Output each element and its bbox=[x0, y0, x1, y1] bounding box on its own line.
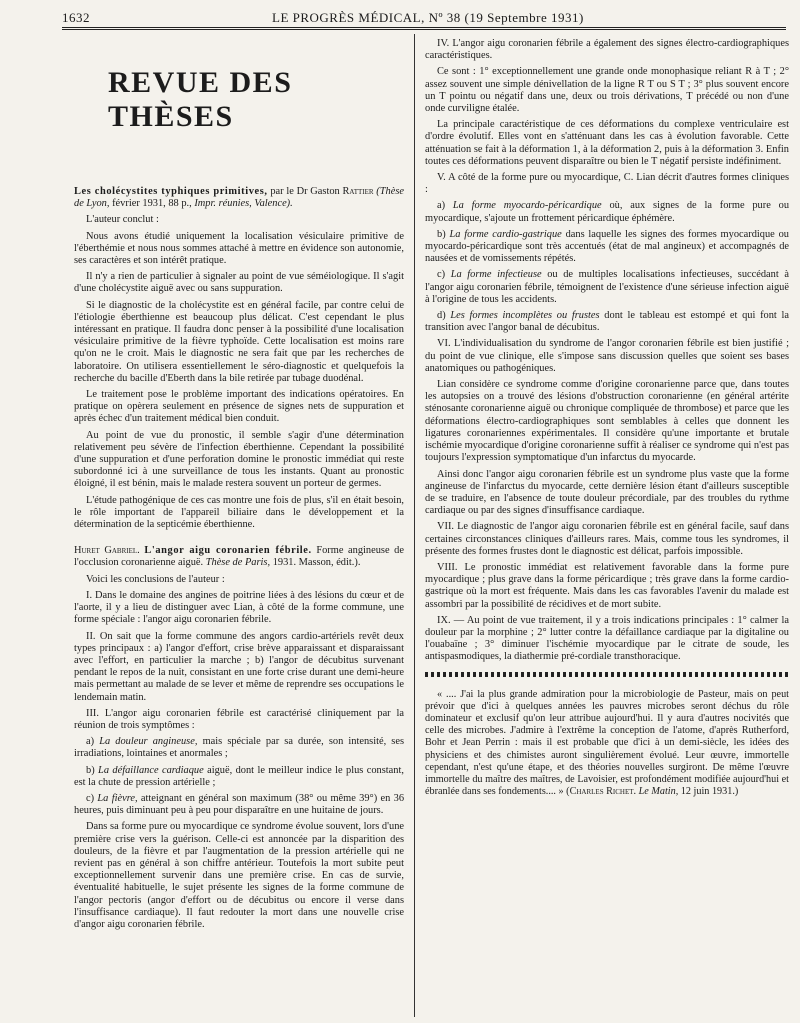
form-c-text: ou de multiples localisations infectieuses, succédant à l'angor aigu coronarien fébrile, témoignent de l'existence d'une sérieuse infection aiguë à l'origine de tous les accidents. bbox=[425, 269, 789, 305]
paragraph-v: V. A côté de la forme pure ou myocardique, C. Lian décrit d'autres formes cliniques : bbox=[425, 172, 789, 196]
entry1-paragraph: Le traitement pose le problème important des indications opératoires. En pratique on opèrera seulement en présence de signes nets de suppuration et après échec d'un traitement médical bien conduit. bbox=[74, 389, 404, 425]
symptom-c-label: La fièvre, bbox=[97, 792, 138, 804]
entry2-title: L'angor aigu coronarien fébrile. bbox=[144, 545, 312, 557]
entry2-paragraph: II. On sait que la forme commune des angors cardio-artériels revêt deux types principaux : a) l'angor d'effort, crise brève apparaissant et disparaissant avec l'effort, en particulier la marche ; b) l'angor de décubitus survenant pendant le repos de la nuit, consistant en une forte crise durant une demi-heure mais permettant au malade de se lever et même de reprendre ses occupations le lendemain matin. bbox=[74, 630, 404, 703]
symptom-b-text: aiguë, dont le meilleur indice le plus constant, est la chute de pression artérielle ; bbox=[74, 764, 404, 788]
form-d-text: dont le tableau est estompé et qui font la transition avec l'angor banal de décubitus. bbox=[425, 310, 789, 334]
paragraph-iv-3: La principale caractéristique de ces déformations du complexe ventriculaire est d'ordre évolutif. Elles vont en s'atténuant dans les cas à évolution favorable. Cette atténuation se fait à la déformation 1, à la déformation 2, puis à la déformation 3. Enfin toutes ces déformations peuvent disparaître ou bien le T négatif persiste indéfiniment. bbox=[425, 119, 789, 167]
form-b-label: La forme cardio-gastrique bbox=[449, 228, 562, 240]
symptom-b-label: La défaillance cardiaque bbox=[98, 764, 204, 776]
ornamental-rule bbox=[425, 672, 789, 677]
right-column bbox=[425, 38, 789, 1018]
entry2-pub2: 1931. Masson, édit.). bbox=[272, 557, 361, 569]
form-d: d) Les formes incomplètes ou frustes dont le tableau est estompé et qui font la transition avec l'angor banal de décubitus. bbox=[425, 310, 789, 334]
quote-source: Le Matin, bbox=[638, 786, 679, 798]
paragraph-vi-3: Ainsi donc l'angor aigu coronarien fébrile est un syndrome plus vaste que la forme angineuse de l'infarctus du myocarde, cette dernière lésion étant d'ailleurs susceptible de se traduire, en l'absence de toute douleur précordiale, par des troubles du rythme cardiaque ou par des signes d'insuffisance cardiaque. bbox=[425, 468, 789, 517]
running-header bbox=[62, 6, 786, 28]
symptom-a-label: La douleur angineuse, bbox=[99, 736, 198, 748]
form-a-text: où, aux signes de la forme pure ou myocardique, s'ajoute un frottement péricardique éphémère. bbox=[425, 200, 789, 224]
entry1-citation bbox=[74, 186, 404, 210]
entry1-paragraph: L'étude pathogénique de ces cas montre une fois de plus, s'il en était besoin, le rôle important de l'appareil biliaire dans le développement et la détermination de la septicémie éberthienne. bbox=[74, 494, 404, 531]
form-a-label: La forme myocardo-péricardique bbox=[452, 200, 602, 212]
header-rule-2 bbox=[62, 29, 786, 30]
entry1-title: Les cholécystites typhiques primitives, bbox=[74, 186, 268, 197]
page-number: 1632 bbox=[62, 10, 90, 25]
paragraph-viii: VIII. Le pronostic immédiat est relativement favorable dans la forme pure myocardique ; plus grave dans la forme péricardique ; très grave dans la forme cardio-gastrique où la mort est fréquente. Mais dans les cas favorables l'avenir du malade est assombri par la possibilité de récidives et de mort subite. bbox=[425, 561, 789, 610]
entry2-pub: Thèse de Paris, bbox=[205, 557, 271, 569]
quote-text: « .... J'ai la plus grande admiration pour la microbiologie de Pasteur, mais on peut prévoir que d'ici à quelques années les pauvres microbes seront déchus du rôle dominateur et exclusif qu'on leur attribue aujourd'hui. Il y aura d'autres nocivités que celle des microbes. J'admire à l'extrême la conception de l'atome, d'après Rutherford, Bohr et Jean Perrin : mais il est probable que d'ici à un demi-siècle, les idées des physiciens et des chimistes auront singulièrement évolué. Leur œuvre, immortelle cependant, n'est qu'une étape, et des théories nouvelles surgiront. De même l'œuvre immortelle du maître des maîtres, de Lavoisier, est profondément modifiée aujourd'hui et ébranlée dans ses fondements.... » bbox=[425, 688, 789, 798]
paragraph-iv: IV. L'angor aigu coronarien fébrile a également des signes électro-cardiographiques caractéristiques. bbox=[425, 38, 789, 62]
entry2-closing: Dans sa forme pure ou myocardique ce syndrome évolue souvent, lors d'une première crise vers la guérison. Celle-ci est annoncée par la disparition des douleurs, de la fièvre et par l'augmentation de la pression artérielle qui ne revient pas en général à son chiffre antérieur. Toutefois la mort subite peut exceptionnellement survenir dans une première crise. En cas de survie, éventualité habituelle, le sujet présente les signes de la forme commune de l'angor pectoris (angor d'effort ou de décubitus ou encore il verse dans l'insuffisance cardiaque). Il faut redouter la mort dans une nouvelle crise d'angor aigu coronarien fébrile. bbox=[74, 821, 404, 930]
entry2-author: Huret Gabriel. bbox=[74, 545, 140, 557]
form-c-label: La forme infectieuse bbox=[450, 269, 542, 281]
entry2-citation bbox=[74, 545, 404, 569]
left-column bbox=[74, 38, 404, 1018]
paragraph-vi-2: Lian considère ce syndrome comme d'origine coronarienne parce que, dans toutes les autopsies on a trouvé des lésions d'obstruction coronarienne (en général artérite sténosante coronarienne aiguë ou chronique compliquée de thrombose) et parce que les déformations électro-cardiographiques sont semblables à celles que donnent les ligatures coronariennes expérimentales. Il considère qu'une importante et brutale ischémie myocardique d'origine coronarienne suffit à réaliser ce syndrome qui n'est pas toujours l'expression symptomatique d'un infarctus du myocarde. bbox=[425, 379, 789, 464]
entry2-desc: Forme angineuse de l'occlusion coronarienne aiguë. bbox=[74, 545, 404, 569]
paragraph-vii: VII. Le diagnostic de l'angor aigu coronarien fébrile est en général facile, sauf dans certaines circonstances cliniques d'ailleurs rares. Mais, comme tous les syndromes, il présente des formes frustes dont le diagnostic est délicat, parfois impossible. bbox=[425, 521, 789, 557]
form-b-text: dans laquelle les signes des formes myocardique ou myocardo-péricardique sont très accentués (état de mal angineux) et accompagnés de nausées et de vomissements répétés. bbox=[425, 228, 789, 265]
entry1-paragraph: L'auteur conclut : bbox=[86, 214, 159, 226]
section-title: REVUE DES THÈSES bbox=[108, 66, 293, 133]
symptom-b: b) La défaillance cardiaque aiguë, dont le meilleur indice le plus constant, est la chute de pression artérielle ; bbox=[74, 764, 404, 788]
form-d-label: Les formes incomplètes ou frustes bbox=[450, 310, 600, 322]
entry1-paragraph: Au point de vue du pronostic, il semble s'agir d'une détermination relativement peu sévère de l'infection éberthienne. Cependant la possibilité d'une suppuration et d'une perforation domine le pronostic immédiat qui reste subordonné ici à une surveillance de tous les instants. Quant au pronostic éloigné, il est bénin, mais le malade restera souvent un porteur de germes. bbox=[74, 429, 404, 490]
symptom-a: a) La douleur angineuse, mais spéciale par sa durée, son intensité, ses irradiations, lointaines et anormales ; bbox=[74, 736, 404, 760]
entry2-paragraph: III. L'angor aigu coronarien fébrile est caractérisé cliniquement par la réunion de trois symptômes : bbox=[74, 707, 404, 731]
quote-author: (Charles Richet. bbox=[566, 786, 637, 798]
form-b: b) La forme cardio-gastrique dans laquelle les signes des formes myocardique ou myocardo-péricardique sont très accentués (état de mal angineux) et accompagnés de nausées et de vomissements répétés. bbox=[425, 228, 789, 265]
entry1-pub: (Thèse de Lyon, bbox=[74, 186, 404, 210]
entry2-paragraph: I. Dans le domaine des angines de poitrine liées à des lésions du cœur et de l'aorte, il y a lieu de distinguer avec Lian, à côté de la forme commune, une forme spéciale : l'angor aigu coronarien fébrile. bbox=[74, 589, 404, 626]
column-divider bbox=[414, 34, 415, 1017]
entry1-paragraph: Nous avons étudié uniquement la localisation vésiculaire primitive de l'éberthémie et nous nous sommes attaché à mettre en évidence son autonomie, ses caractères et son intérêt pratique. bbox=[74, 230, 404, 267]
symptom-c: c) La fièvre, atteignant en général son maximum (38° ou même 39°) en 36 heures, puis diminuant peu à peu pour disparaître en une huitaine de jours. bbox=[74, 792, 404, 817]
entry1-pub3: Impr. réunies, Valence). bbox=[194, 198, 293, 210]
entry1-author-pre: par le Dr Gaston bbox=[270, 186, 340, 197]
entry2-intro: Voici les conclusions de l'auteur : bbox=[86, 573, 225, 585]
symptom-a-text: mais spéciale par sa durée, son intensité, ses irradiations, lointaines et anormales ; bbox=[74, 736, 404, 760]
header-rule bbox=[62, 27, 786, 28]
symptom-c-text: atteignant en général son maximum (38° ou même 39°) en 36 heures, puis diminuant peu à peu pour disparaître en une huitaine de jours. bbox=[74, 792, 404, 817]
quote-date: 12 juin 1931.) bbox=[680, 786, 739, 798]
entry1-paragraph: Il n'y a rien de particulier à signaler au point de vue séméiologique. Il s'agit d'une cholécystite aiguë avec ou sans suppuration. bbox=[74, 271, 404, 295]
paragraph-iv-2: Ce sont : 1° exceptionnellement une grande onde monophasique reliant R à T ; 2° assez souvent une simple dénivellation de la ligne R T ou S T ; 3° plus souvent encore un T pointu ou négatif dans une, deux ou trois dérivations, T précédé ou non d'une onde curviligne étalée. bbox=[425, 66, 789, 115]
paragraph-vi: VI. L'individualisation du syndrome de l'angor coronarien fébrile est bien justifié ; du point de vue clinique, elle s'impose sans discussion quelles que soient ses bases anatomiques ou pathogéniques. bbox=[425, 338, 789, 374]
richet-quote bbox=[425, 689, 789, 799]
entry1-paragraph: Si le diagnostic de la cholécystite est en général facile, par contre celui de l'étiologie éberthienne est beaucoup plus délicat. C'est cependant le plus intéressant en pratique. Il faudra donc penser à la possibilité d'une localisation vésiculaire primitive de la fièvre typhoïde. Cette localisation est moins rare qu'on ne le croit. Mais le diagnostic ne sera fait que par les recherches de laboratoire. On utilisera essentiellement le séro-diagnostic et quelquefois la recherche du bacille d'Eberth dans la bile retirée par tubage duodénal. bbox=[74, 299, 404, 384]
paragraph-ix: IX. — Au point de vue traitement, il y a trois indications principales : 1° calmer la douleur par la morphine ; 2° lutter contre la défaillance cardiaque par la digitaline ou l'ouabaïne ; 3° diminuer l'ischémie myocardique par le citrate de soude, les antispasmodiques, la diathermie pré-cordiale transthoracique. bbox=[425, 614, 789, 663]
entry1-author: Rattier bbox=[342, 186, 374, 197]
entry1-pub2: février 1931, 88 p., bbox=[112, 198, 192, 210]
form-c: c) La forme infectieuse ou de multiples localisations infectieuses, succédant à l'angor aigu coronarien fébrile, témoignent de l'existence d'une sérieuse infection aiguë à l'origine de tous les accidents. bbox=[425, 269, 789, 305]
journal-title: LE PROGRÈS MÉDICAL, Nº 38 (19 Septembre 1931) bbox=[272, 10, 584, 25]
form-a: a) La forme myocardo-péricardique où, aux signes de la forme pure ou myocardique, s'ajoute un frottement péricardique éphémère. bbox=[425, 200, 789, 224]
